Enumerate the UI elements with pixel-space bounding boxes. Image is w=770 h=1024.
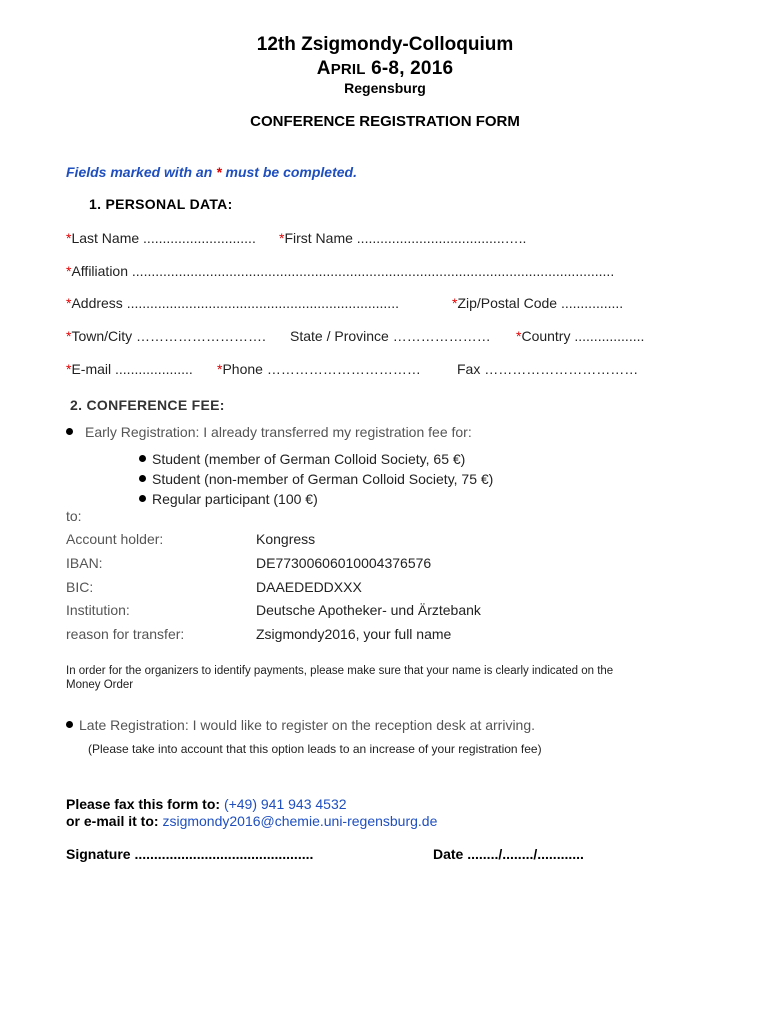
required-asterisk: * [66,328,72,344]
last-name-field[interactable] [66,230,256,246]
bullet-icon [139,455,146,462]
early-registration-option[interactable] [66,424,472,440]
conference-fee-heading: 2. CONFERENCE FEE: [70,397,225,413]
required-fields-notice [66,164,357,180]
required-asterisk: * [66,295,72,311]
notice-text-2: must be completed. [221,164,357,180]
phone-label: Phone …………………………… [222,361,421,377]
country-label: Country .................. [521,328,645,344]
first-name-field[interactable] [279,230,526,246]
fax-instruction [66,796,347,812]
late-registration-note: (Please take into account that this option leads to an increase of your registration fee) [88,742,542,756]
late-registration-option[interactable] [66,717,535,733]
date-month-rest: PRIL [330,61,366,78]
state-label: State / Province ………………… [290,328,491,344]
email-label: E-mail .................... [71,361,193,377]
personal-data-heading: 1. PERSONAL DATA: [89,196,233,212]
conference-city: Regensburg [344,80,426,96]
bank-value-iban: DE77300606010004376576 [256,555,432,571]
fax-number: (+49) 941 943 4532 [223,796,347,812]
date-field[interactable]: Date ......../......../............ [433,846,584,862]
town-field[interactable] [66,328,266,344]
conference-date [0,58,770,80]
fee-option-student-member[interactable] [139,451,465,467]
affiliation-label: Affiliation ............................................................................................................................ [71,263,615,279]
payment-note-line2: Money Order [66,679,134,691]
bank-value-bic: DAAEDEDDXXX [256,579,362,595]
bank-label-institution: Institution: [66,602,130,618]
fee-option-label: Regular participant (100 €) [152,491,318,507]
town-label: Town/City ………………………. [71,328,266,344]
conference-title: 12th Zsigmondy-Colloquium [256,34,514,55]
email-instruction [66,813,437,829]
fax-label: Fax …………………………… [457,361,639,377]
address-label: Address ...................................................................... [71,295,399,311]
fax-field[interactable] [457,361,638,377]
notice-text-1: Fields marked with an [66,164,217,180]
early-registration-label: Early Registration: I already transferred my registration fee for: [85,424,472,440]
fee-option-label: Student (member of German Colloid Society, 65 €) [152,451,466,467]
date-month-initial: A [316,58,331,79]
bullet-icon [139,475,146,482]
required-asterisk: * [279,230,285,246]
notice-asterisk: * [216,164,222,180]
bank-label-iban: IBAN: [66,555,103,571]
last-name-label: Last Name ............................. [71,230,256,246]
fee-option-label: Student (non-member of German Colloid Society, 75 €) [152,471,494,487]
first-name-label: First Name ......................................….. [284,230,527,246]
required-asterisk: * [217,361,223,377]
late-registration-label: Late Registration: I would like to register on the reception desk at arriving. [79,717,536,733]
required-asterisk: * [66,230,72,246]
bullet-icon [139,495,146,502]
date-days: 6-8, 2016 [371,58,454,79]
state-field[interactable] [290,328,491,344]
bullet-icon [66,721,73,728]
bank-value-reason: Zsigmondy2016, your full name [256,626,452,642]
bank-label-account-holder: Account holder: [66,531,164,547]
email-field[interactable] [66,361,193,377]
phone-field[interactable] [217,361,421,377]
affiliation-field[interactable] [66,263,614,279]
contact-email-link[interactable]: zsigmondy2016@chemie.uni-regensburg.de [162,813,438,829]
email-instruction-label: or e-mail it to: [66,813,163,829]
required-asterisk: * [516,328,522,344]
bank-value-institution: Deutsche Apotheker- und Ärztebank [256,602,481,618]
to-label: to: [66,508,82,524]
fax-instruction-label: Please fax this form to: [66,796,224,812]
zip-label: Zip/Postal Code ................ [457,295,624,311]
address-field[interactable] [66,295,399,311]
required-asterisk: * [66,263,72,279]
bank-value-account-holder: Kongress [256,531,316,547]
required-asterisk: * [452,295,458,311]
payment-note-line1: In order for the organizers to identify payments, please make sure that your name is clearly indicated on the [66,665,614,677]
form-title: CONFERENCE REGISTRATION FORM [250,113,520,130]
bank-label-bic: BIC: [66,579,94,595]
fee-option-regular[interactable] [139,491,318,507]
fee-option-student-nonmember[interactable] [139,471,493,487]
bullet-icon [66,428,73,435]
required-asterisk: * [66,361,72,377]
signature-field[interactable]: Signature .............................................. [66,846,314,862]
zip-field[interactable] [452,295,623,311]
bank-label-reason: reason for transfer: [66,626,185,642]
country-field[interactable] [516,328,644,344]
